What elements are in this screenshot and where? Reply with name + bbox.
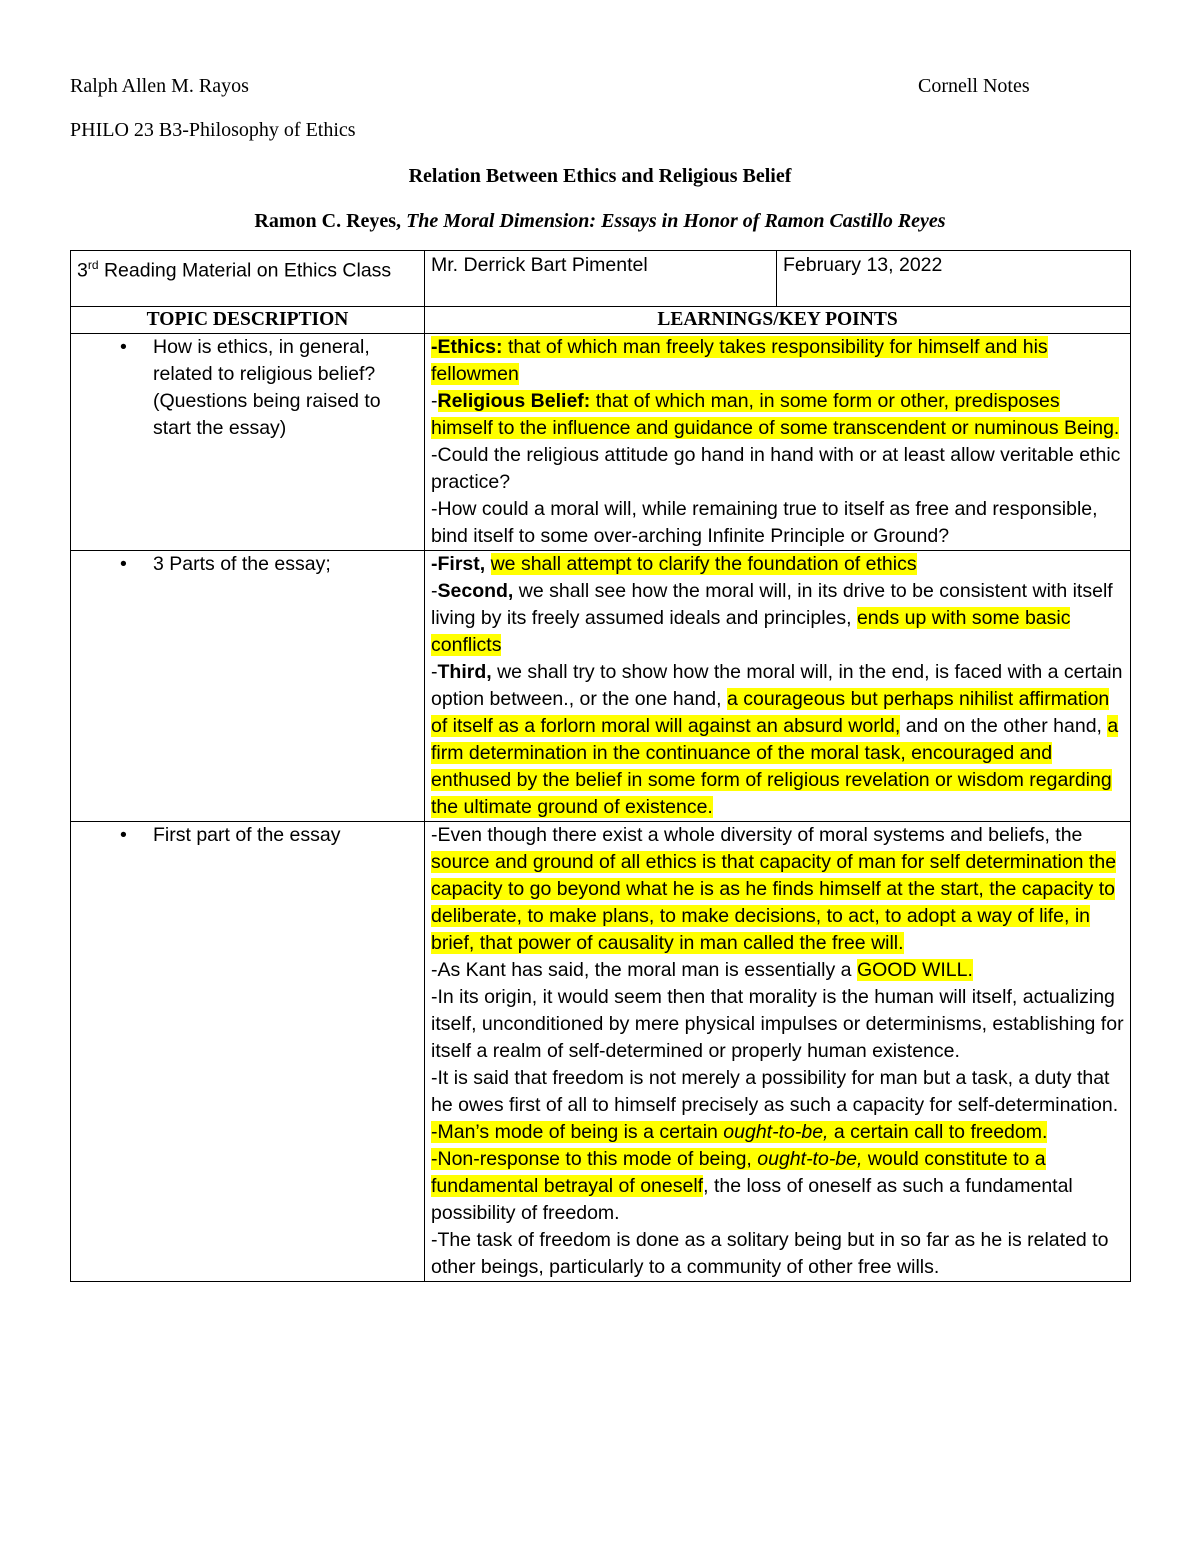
point-text: -As Kant has said, the moral man is essentially a xyxy=(431,959,857,981)
highlighted-text: -Man’s mode of being is a certain xyxy=(431,1121,724,1143)
topic-cell xyxy=(71,822,425,1282)
point-text: -Could the religious attitude go hand in hand with or at least allow veritable ethic practice? xyxy=(431,444,1121,493)
key-point xyxy=(431,1065,1124,1119)
topic-cell xyxy=(71,551,425,822)
highlighted-text: a courageous but perhaps nihilist affirmation of itself as a forlorn moral will against an absurd world, xyxy=(431,688,1110,737)
point-text: -First, xyxy=(431,553,491,575)
topic-header: TOPIC DESCRIPTION xyxy=(71,307,425,334)
topic-text: How is ethics, in general, related to religious belief? (Questions being raised to start the essay) xyxy=(153,336,381,439)
bullet-icon: • xyxy=(120,336,127,358)
point-text: -In its origin, it would seem then that morality is the human will itself, actualizing itself, unconditioned by mere physical impulses or determinisms, establishing for itself a realm of self-determined or properly human existence. xyxy=(431,986,1124,1062)
point-text: , the loss of oneself as such a fundamental possibility of freedom. xyxy=(431,1175,1073,1224)
point-text: Third, xyxy=(437,661,492,683)
key-point xyxy=(431,551,1124,578)
point-text: we shall try to show how the moral will, in the end, is faced with a certain option between., or the one hand, xyxy=(431,661,1123,710)
highlighted-text: ought-to-be, xyxy=(757,1148,863,1170)
topic-text: 3 Parts of the essay; xyxy=(153,553,331,575)
key-points-cell xyxy=(425,822,1131,1282)
key-point xyxy=(431,957,1124,984)
subtitle-author: Ramon C. Reyes, xyxy=(254,210,402,232)
key-point xyxy=(431,822,1124,957)
highlighted-text: would constitute to a fundamental betrayal of oneself xyxy=(431,1148,1046,1197)
material-ordinal: rd xyxy=(87,258,99,272)
info-row xyxy=(71,251,1131,307)
topic-item xyxy=(77,551,418,578)
key-points-cell xyxy=(425,334,1131,551)
point-text: -The task of freedom is done as a solitary being but in so far as he is related to other beings, particularly to a community of other free wills. xyxy=(431,1229,1109,1278)
highlighted-text: Religious Belief: xyxy=(437,390,596,412)
notes-row xyxy=(71,551,1131,822)
reading-material-cell xyxy=(71,251,425,307)
instructor-cell: Mr. Derrick Bart Pimentel xyxy=(425,251,777,307)
topic-text: First part of the essay xyxy=(153,824,341,846)
bullet-icon: • xyxy=(120,553,127,575)
column-header-row xyxy=(71,307,1131,334)
key-point xyxy=(431,1227,1124,1281)
key-point xyxy=(431,442,1124,496)
key-point xyxy=(431,984,1124,1065)
topic-item xyxy=(77,334,418,442)
point-text: - xyxy=(431,580,438,602)
document-title: Relation Between Ethics and Religious Belief xyxy=(408,165,792,187)
topic-item xyxy=(77,822,418,849)
highlighted-text: we shall attempt to clarify the foundation of ethics xyxy=(490,553,917,575)
notes-rows xyxy=(71,334,1131,1282)
course-title: PHILO 23 B3-Philosophy of Ethics xyxy=(70,119,356,141)
learnings-header: LEARNINGS/KEY POINTS xyxy=(425,307,1131,334)
subtitle-work: The Moral Dimension: Essays in Honor of Ramon Castillo Reyes xyxy=(406,210,946,232)
note-type: Cornell Notes xyxy=(918,75,1030,97)
key-point xyxy=(431,578,1124,659)
document-subtitle xyxy=(0,209,1200,233)
highlighted-text: that of which man, in some form or other, predisposes himself to the influence and guidance of some transcendent or numinous Being. xyxy=(431,390,1120,439)
material-label: Reading Material on Ethics Class xyxy=(98,259,392,282)
key-point xyxy=(431,334,1124,388)
highlighted-text: ought-to-be, xyxy=(723,1121,829,1143)
point-text: -How could a moral will, while remaining true to itself as free and responsible, bind itself to some over-arching Infinite Principle or Ground? xyxy=(431,498,1098,547)
highlighted-text: GOOD WILL. xyxy=(856,959,973,981)
highlighted-text: -Ethics: xyxy=(431,336,508,358)
highlighted-text: a firm determination in the continuance of the moral task, encouraged and enthused by the belief in some form of religious revelation or wisdom regarding the ultimate ground of existence. xyxy=(431,715,1119,818)
key-point xyxy=(431,1119,1124,1146)
key-point xyxy=(431,1146,1124,1227)
point-text: -Even though there exist a whole diversity of moral systems and beliefs, the xyxy=(431,824,1083,846)
highlighted-text: -Non-response to this mode of being, xyxy=(431,1148,758,1170)
point-text: - xyxy=(431,661,438,683)
highlighted-text: a certain call to freedom. xyxy=(828,1121,1048,1143)
point-text: we shall see how the moral will, in its drive to be consistent with itself living by its freely assumed ideals and principles, xyxy=(431,580,1113,629)
author-name: Ralph Allen M. Rayos xyxy=(70,75,249,97)
point-text: and on the other hand, xyxy=(900,715,1108,737)
topic-cell xyxy=(71,334,425,551)
bullet-icon: • xyxy=(120,824,127,846)
cornell-notes-table xyxy=(70,250,1131,1282)
key-points-cell xyxy=(425,551,1131,822)
notes-row xyxy=(71,334,1131,551)
highlighted-text: ends up with some basic conflicts xyxy=(431,607,1071,656)
point-text: - xyxy=(431,390,438,412)
point-text: -It is said that freedom is not merely a possibility for man but a task, a duty that he owes first of all to himself precisely as such a capacity for self-determination. xyxy=(431,1067,1119,1116)
highlighted-text: source and ground of all ethics is that capacity of man for self determination the capacity to go beyond what he is as he finds himself at the start, the capacity to deliberate, to make plans, to make decisions, to act, to adopt a way of life, in brief, that power of causality in man called the free will. xyxy=(431,851,1117,954)
date-cell: February 13, 2022 xyxy=(777,251,1131,307)
key-point xyxy=(431,496,1124,550)
point-text: Second, xyxy=(437,580,514,602)
key-point xyxy=(431,659,1124,821)
notes-row xyxy=(71,822,1131,1282)
highlighted-text: that of which man freely takes responsibility for himself and his fellowmen xyxy=(431,336,1048,385)
material-number: 3 xyxy=(77,259,88,282)
key-point xyxy=(431,388,1124,442)
